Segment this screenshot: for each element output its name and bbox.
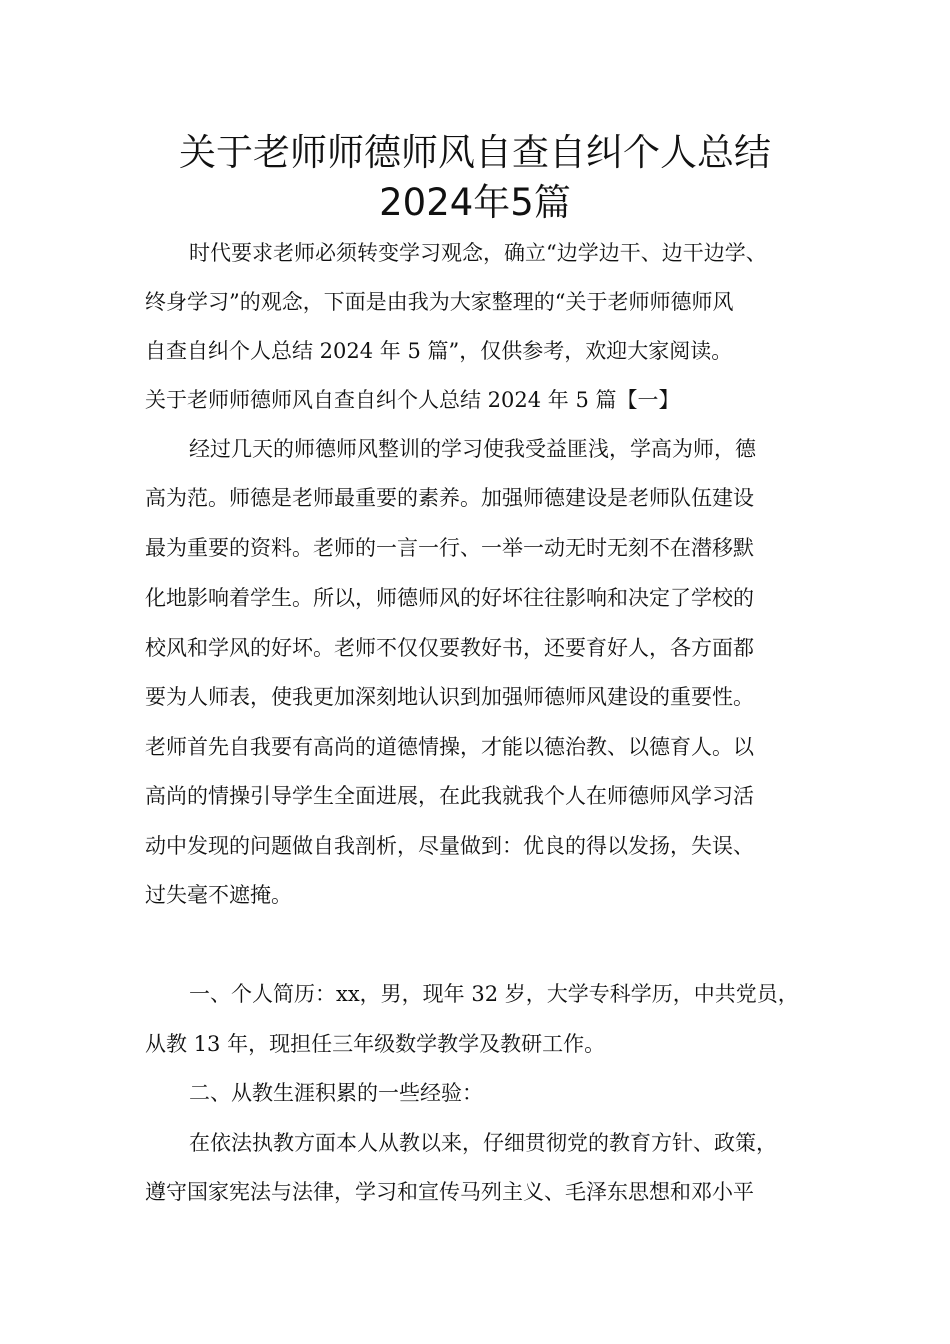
paragraph-line: 一、个人简历：xx，男，现年 32 岁，大学专科学历，中共党员， <box>189 982 799 1006</box>
document-title-line-2: 2024年5篇 <box>379 181 571 224</box>
paragraph-line: 二、从教生涯积累的一些经验： <box>189 1081 483 1105</box>
section-heading: 关于老师师德师风自查自纠个人总结 2024 年 5 篇【一】 <box>145 388 680 412</box>
paragraph-line: 校风和学风的好坏。老师不仅仅要教好书，还要育好人，各方面都 <box>145 636 754 660</box>
paragraph-line: 动中发现的问题做自我剖析，尽量做到：优良的得以发扬，失误、 <box>145 834 754 858</box>
paragraph-line: 老师首先自我要有高尚的道德情操，才能以德治教、以德育人。以 <box>145 735 754 759</box>
paragraph-line: 遵守国家宪法与法律，学习和宣传马列主义、毛泽东思想和邓小平 <box>145 1180 754 1204</box>
paragraph-line: 最为重要的资料。老师的一言一行、一举一动无时无刻不在潜移默 <box>145 536 754 560</box>
paragraph-line: 过失毫不遮掩。 <box>145 883 292 907</box>
paragraph-line: 经过几天的师德师风整训的学习使我受益匪浅，学高为师，德 <box>189 437 756 461</box>
document-title-line-1: 关于老师师德师风自查自纠个人总结 <box>179 131 771 174</box>
intro-line: 自查自纠个人总结 2024 年 5 篇”，仅供参考，欢迎大家阅读。 <box>145 339 733 363</box>
paragraph-line: 高尚的情操引导学生全面进展，在此我就我个人在师德师风学习活 <box>145 784 754 808</box>
intro-line: 终身学习”的观念，下面是由我为大家整理的“关于老师师德师风 <box>145 290 734 314</box>
paragraph-line: 从教 13 年，现担任三年级数学教学及教研工作。 <box>145 1032 606 1056</box>
intro-line: 时代要求老师必须转变学习观念，确立“边学边干、边干边学、 <box>189 241 767 265</box>
paragraph-line: 高为范。师德是老师最重要的素养。加强师德建设是老师队伍建设 <box>145 486 754 510</box>
paragraph-line: 在依法执教方面本人从教以来，仔细贯彻党的教育方针、政策， <box>189 1131 777 1155</box>
paragraph-line: 要为人师表，使我更加深刻地认识到加强师德师风建设的重要性。 <box>145 685 754 709</box>
paragraph-line: 化地影响着学生。所以，师德师风的好坏往往影响和决定了学校的 <box>145 586 754 610</box>
